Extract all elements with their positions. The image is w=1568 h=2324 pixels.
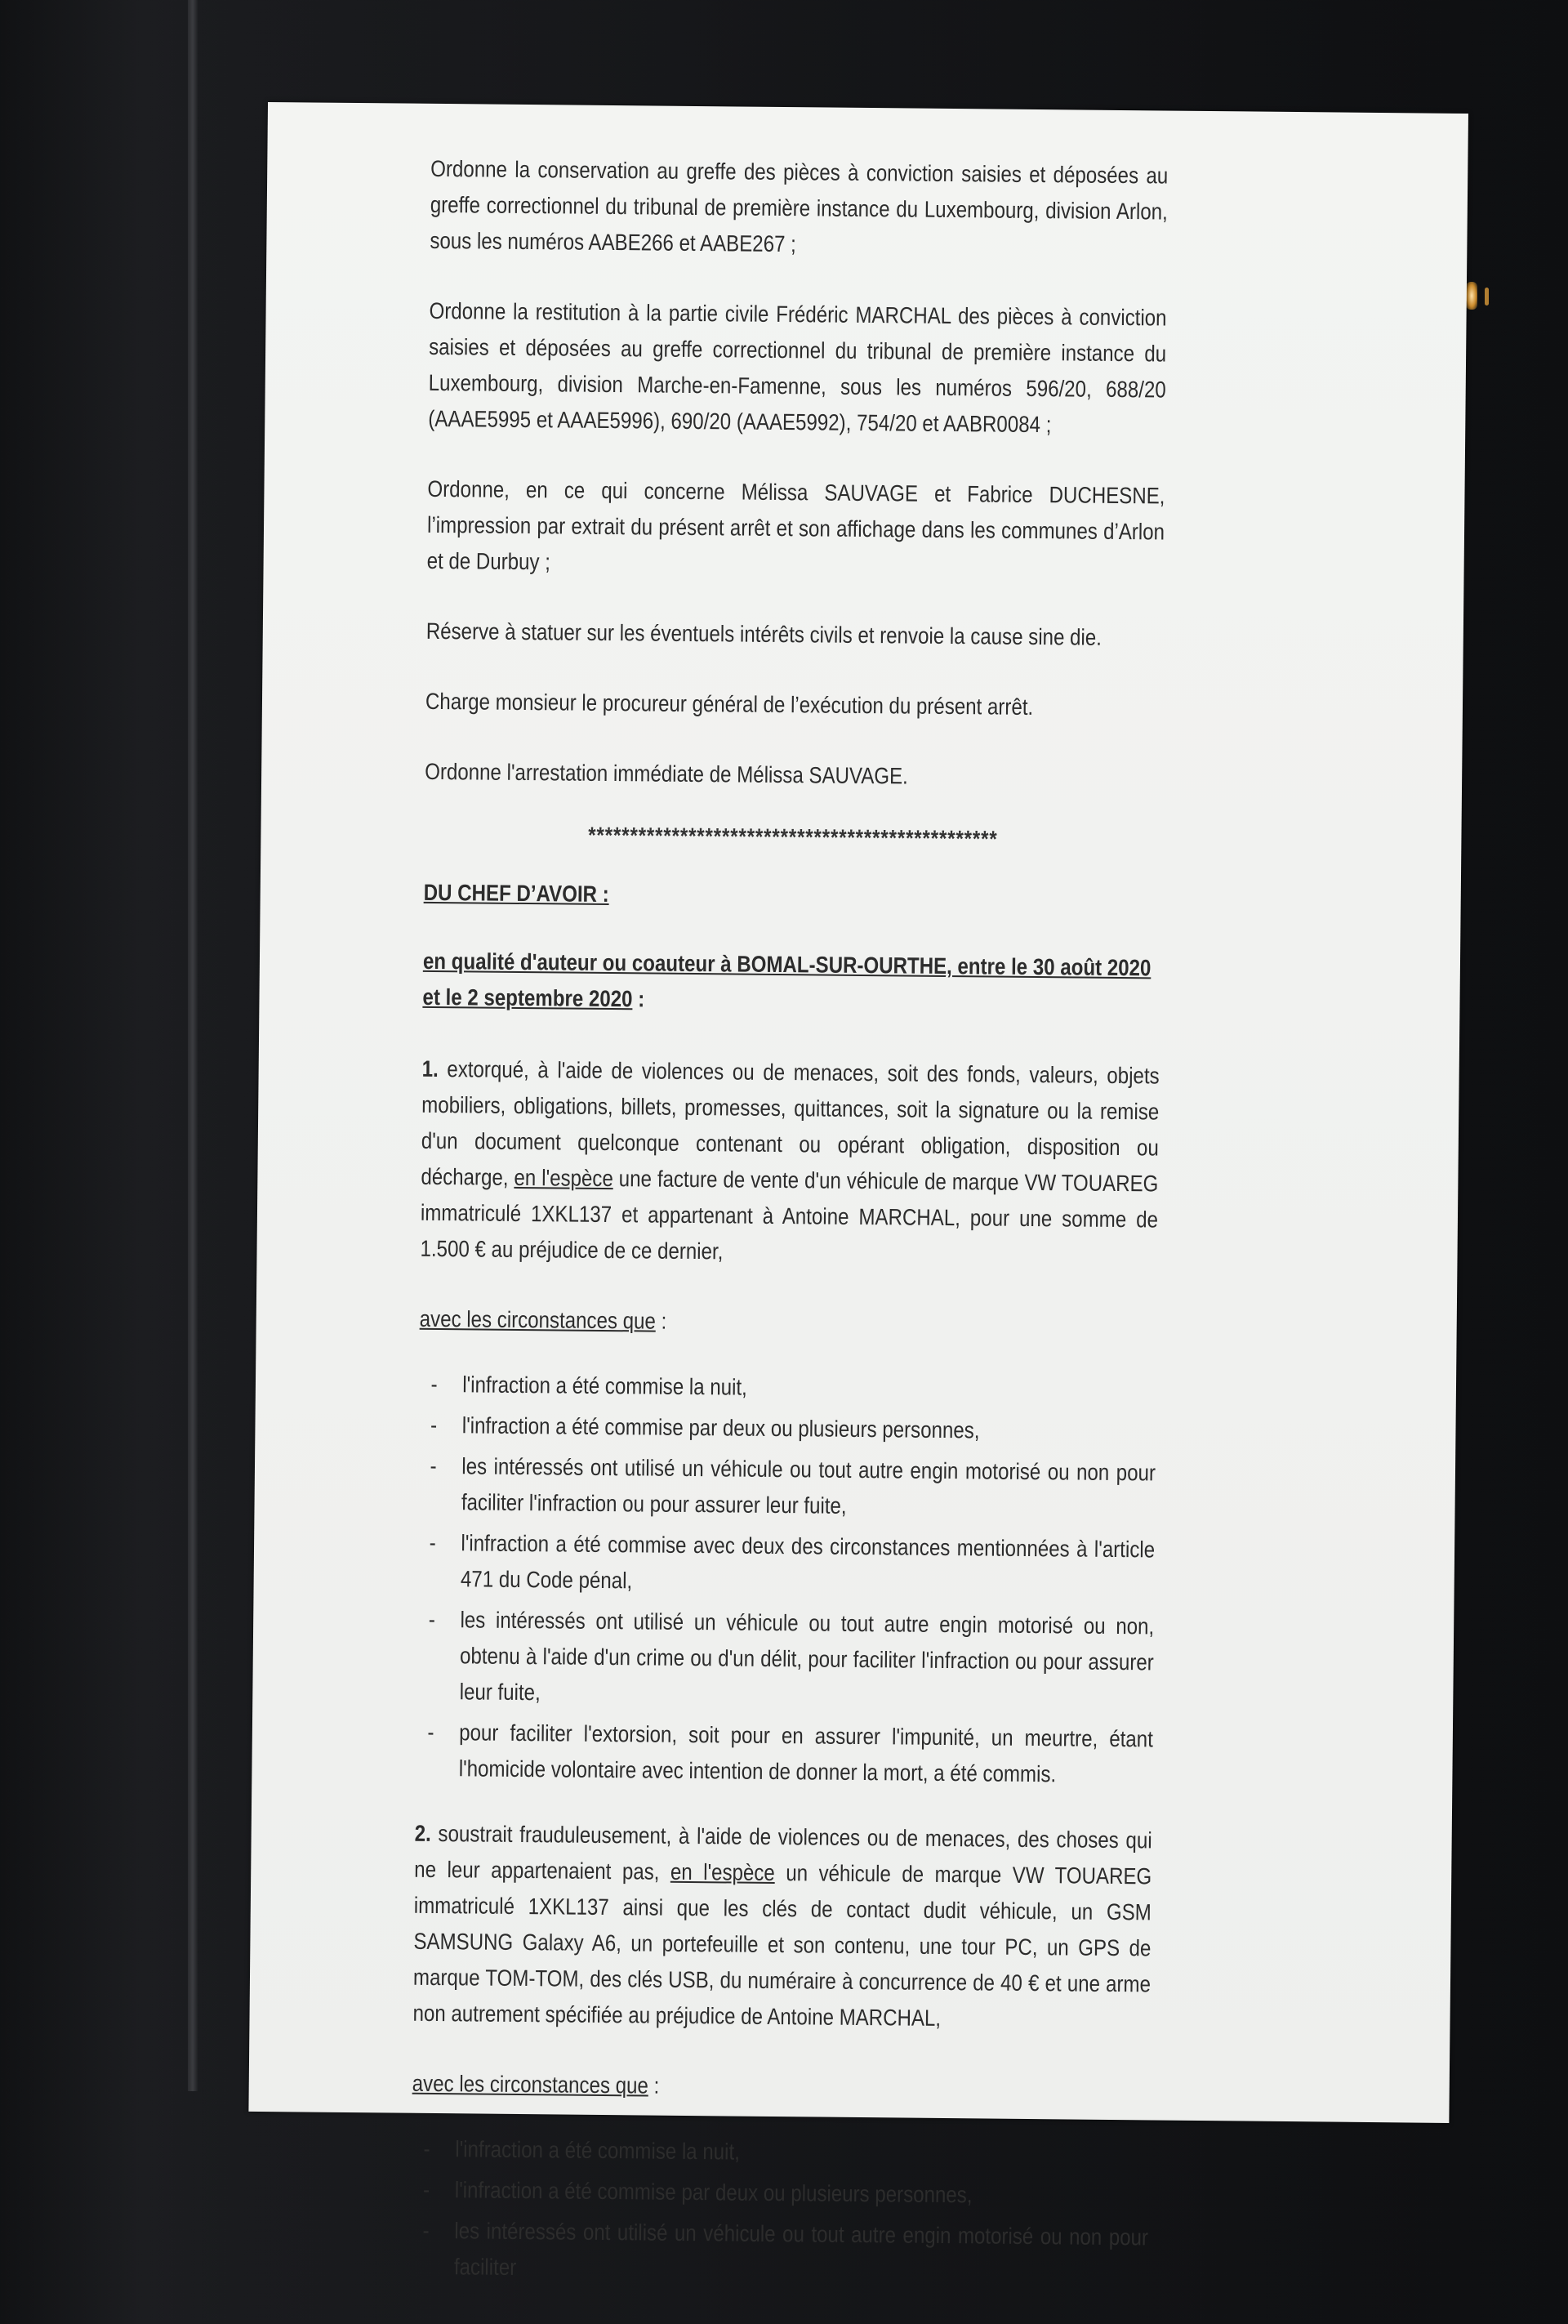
list-item-text: l'infraction a été commise par deux ou plusieurs personnes, [454,2177,973,2208]
list-item [429,1525,1156,1604]
paragraph-charge: Charge monsieur le procureur général de l’exécution du présent arrêt. [425,688,1034,720]
circumstances-label-text: avec les circonstances que [412,2070,649,2099]
list-item [422,2213,1149,2291]
item-number: 1. [421,1055,439,1082]
list-item [427,1715,1153,1793]
item-espece: en l'espèce [514,1164,613,1192]
circumstances-colon: : [655,1308,667,1334]
list-item-text: pour faciliter l'extorsion, soit pour en assurer l'impunité, un meurtre, étant l'homicide volontaire avec intention de donner la mort, a été commis. [458,1720,1153,1787]
section-subheading [422,943,1160,1023]
document-body [410,151,1168,2322]
list-item [430,1407,1156,1450]
circumstances-list-2 [410,2131,1149,2292]
list-item-text: les intéressés ont utilisé un véhicule ou tout autre engin motorisé ou non, obtenu à l'aide d'un crime ou d'un délit, pour faciliter l'infraction ou pour assurer leur fuite, [459,1607,1155,1706]
circumstances-label [412,2066,1150,2109]
item-espece: en l'espèce [670,1858,775,1886]
circumstances-colon: : [648,2072,660,2099]
light-reflection-secondary [1485,288,1489,306]
circumstances-label-text: avec les circonstances que [419,1305,657,1334]
bullet-dash: - [430,1412,438,1439]
circumstances-label [420,1301,1157,1345]
separator-stars: ************************************************* [588,822,998,852]
subheading-colon: : [632,986,645,1012]
paragraph-conservation: Ordonne la conservation au greffe des pièces à conviction saisies et déposées au greffe correctionnel du tribunal de première instance du Luxembourg, division Arlon, sous les numéros AABE266 et AABE267 ; [430,155,1169,257]
item-text-continued: un véhicule de marque VW TOUAREG immatriculé 1XKL137 ainsi que les clés de contact dudit véhicule, un GSM SAMSUNG Galaxy A6, un portefeuille et son contenu, une tour PC, un GPS de marque TOM-TOM, des clés USB, du numéraire à concurrence de 40 € et une arme non autrement spécifiée au préjudice de Antoine MARCHAL, [412,1860,1152,2031]
light-reflection [1466,282,1477,310]
charge-item-1 [420,1051,1159,1274]
item-text-continued: une facture de vente d'un véhicule de marque VW TOUAREG immatriculé 1XKL137 et appartenant à Antoine MARCHAL, pour une somme de 1.500 € au préjudice de ce dernier, [420,1166,1159,1265]
paragraph-reserve: Réserve à statuer sur les éventuels intérêts civils et renvoie la cause sine die. [425,618,1102,650]
bullet-dash: - [429,1529,436,1555]
bullet-dash: - [430,1452,437,1479]
paragraph-impression: Ordonne, en ce qui concerne Mélissa SAUVAGE et Fabrice DUCHESNE, l’impression par extrait du présent arrêt et son affichage dans les communes d’Arlon et de Durbuy ; [426,475,1165,575]
list-item [422,2172,1149,2215]
item-text: soustrait frauduleusement, à l'aide de violences ou de menaces, des choses qui ne leur appartenaient pas, [414,1820,1152,1885]
bullet-dash: - [428,1606,436,1632]
list-item [428,1602,1155,1716]
bullet-dash: - [427,1719,434,1745]
list-item [430,1367,1156,1409]
paragraph-arrestation: Ordonne l'arrestation immédiate de Mélissa SAUVAGE. [425,758,908,789]
document-page [248,102,1468,2280]
list-item-text: l'infraction a été commise la nuit, [455,2136,741,2165]
list-item [430,1448,1156,1527]
list-item-text: les intéressés ont utilisé un véhicule ou tout autre engin motorisé ou non pour faciliter l'infraction ou pour assurer leur fuite, [461,1453,1156,1519]
circumstances-list-1 [415,1367,1156,1794]
list-item-text: les intéressés ont utilisé un véhicule ou tout autre engin motorisé ou non pour faciliter [453,2218,1149,2280]
item-number: 2. [414,1820,431,1846]
bullet-dash: - [422,2217,430,2243]
bullet-dash: - [423,2135,430,2161]
list-item [423,2131,1149,2174]
list-item-text: l'infraction a été commise avec deux des circonstances mentionnées à l'article 471 du Code pénal, [460,1530,1156,1594]
bullet-dash: - [422,2176,430,2202]
screen-bezel [188,0,198,2091]
paragraph-restitution: Ordonne la restitution à la partie civile Frédéric MARCHAL des pièces à conviction saisies et déposées au greffe correctionnel du tribunal de première instance du Luxembourg, division Marche-en-Famenne, sous les numéros 596/20, 688/20 (AAAE5995 et AAAE5996), 690/20 (AAAE5992), 754/20 et AABR0084 ; [428,297,1167,438]
item-text: extorqué, à l'aide de violences ou de menaces, soit des fonds, valeurs, objets mobiliers, obligations, billets, promesses, quittances, soit la signature ou la remise d'un document quelconque contenant ou opérant obligation, disposition ou décharge, [421,1056,1160,1190]
bullet-dash: - [430,1371,438,1398]
list-item-text: l'infraction a été commise la nuit, [462,1372,747,1400]
list-item-text: l'infraction a été commise par deux ou plusieurs personnes, [461,1412,980,1443]
subheading-text: en qualité d'auteur ou coauteur à BOMAL-SUR-OURTHE, entre le 30 août 2020 et le 2 septembre 2020 [422,948,1152,1012]
charge-item-2 [412,1816,1152,2039]
section-heading: DU CHEF D’AVOIR : [423,879,609,907]
